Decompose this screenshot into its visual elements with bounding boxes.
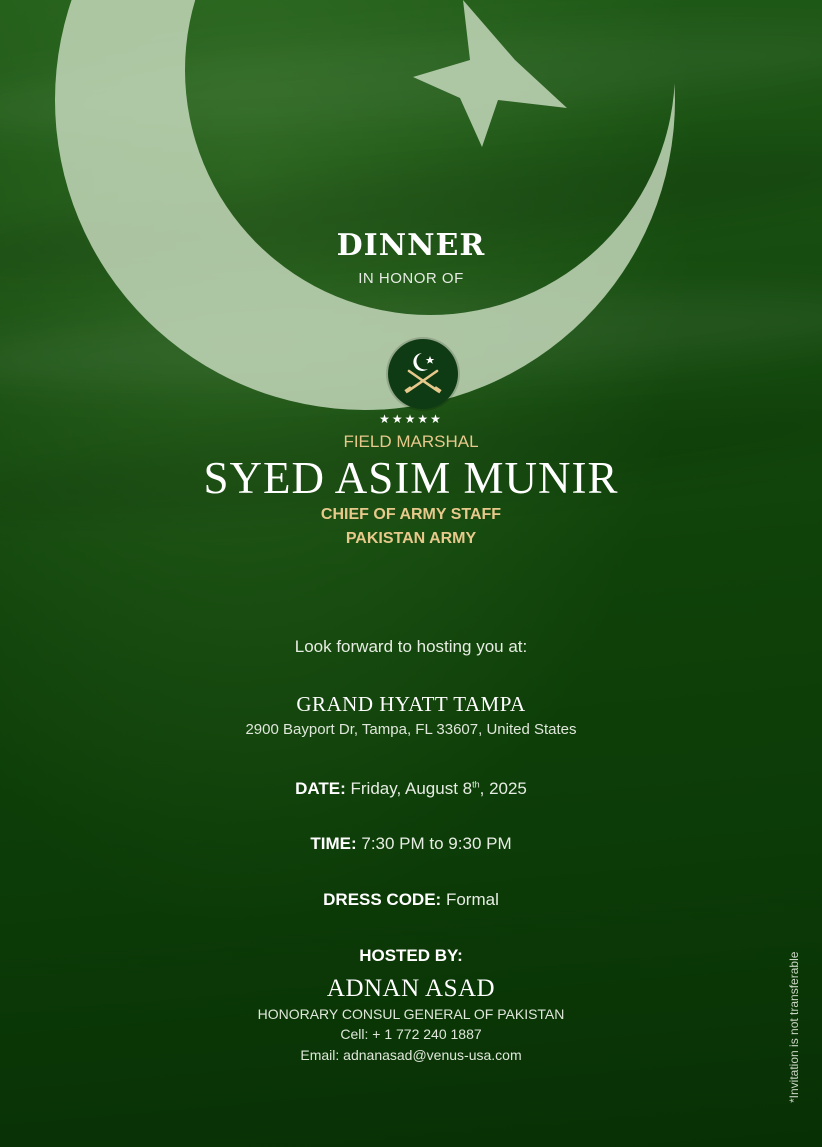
honoree-rank: FIELD MARSHAL bbox=[343, 432, 479, 451]
time-label: TIME: bbox=[310, 834, 357, 853]
venue-address: 2900 Bayport Dr, Tampa, FL 33607, United States bbox=[245, 721, 577, 738]
rank-stars: ★★★★★ bbox=[379, 412, 443, 426]
dress-code bbox=[0, 890, 822, 910]
honoree-position: CHIEF OF ARMY STAFF bbox=[320, 506, 502, 523]
event-time bbox=[0, 834, 822, 854]
time-value: 7:30 PM to 9:30 PM bbox=[361, 834, 512, 853]
date-year: , 2025 bbox=[479, 779, 527, 798]
event-title: DINNER bbox=[336, 228, 486, 263]
dress-code-label: DRESS CODE: bbox=[323, 890, 442, 909]
date-value: Friday, August 8 bbox=[350, 779, 473, 798]
non-transferable-note: *Invitation is not transferable bbox=[787, 951, 801, 1103]
date-label: DATE: bbox=[295, 779, 346, 798]
event-subtitle: IN HONOR OF bbox=[358, 270, 464, 287]
hosted-by-label: HOSTED BY: bbox=[359, 946, 463, 965]
host-name: ADNAN ASAD bbox=[326, 975, 496, 1002]
host-email: Email: adnanasad@venus-usa.com bbox=[300, 1047, 522, 1063]
dress-code-value: Formal bbox=[445, 890, 499, 909]
army-emblem-icon bbox=[388, 339, 458, 409]
venue-name: GRAND HYATT TAMPA bbox=[296, 692, 526, 716]
host-cell: Cell: + 1 772 240 1887 bbox=[340, 1026, 482, 1042]
date-suffix: th bbox=[472, 779, 480, 790]
venue-intro: Look forward to hosting you at: bbox=[294, 637, 528, 656]
honoree-name: SYED ASIM MUNIR bbox=[203, 453, 619, 503]
event-date bbox=[0, 779, 822, 799]
host-title: HONORARY CONSUL GENERAL OF PAKISTAN bbox=[257, 1006, 565, 1022]
honoree-organization: PAKISTAN ARMY bbox=[345, 530, 477, 547]
